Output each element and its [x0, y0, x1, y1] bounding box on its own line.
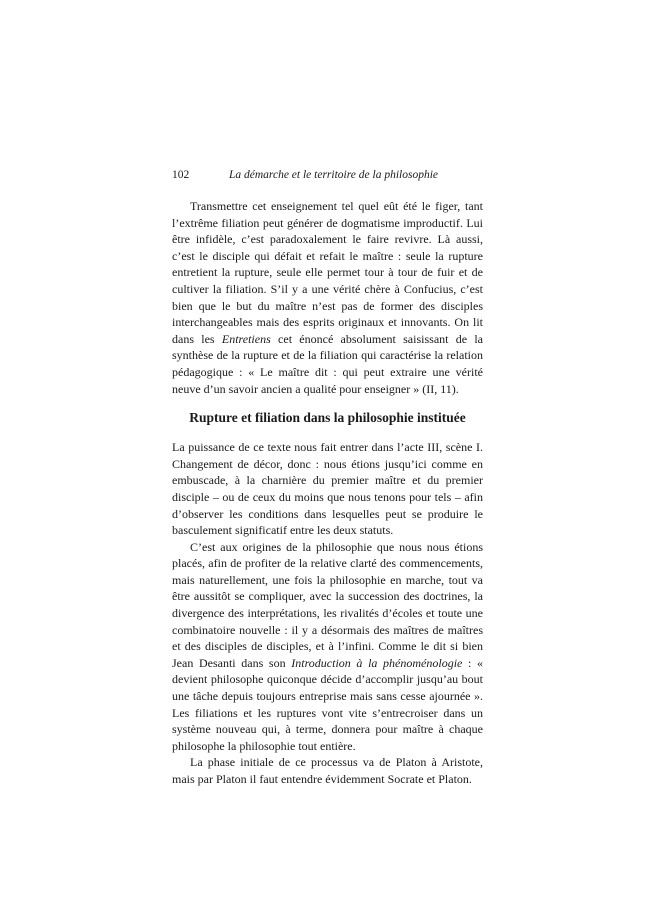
body-text [172, 198, 483, 788]
work-title-entretiens: Entretiens [221, 331, 271, 346]
paragraph-3 [172, 539, 483, 755]
paragraph-3-text-a: C’est aux origines de la philosophie que nous nous étions placés, afin de profiter de la relative clarté des commencements, mais naturellement, une fois la philosophie en marche, tout va être aussitôt se compliquer, avec la succession des doctrines, la divergence des interprétations, les rivalités d’écoles et toute une combinatoire nouvelle : il y a désormais des maîtres de maîtres et des disciples de disciples, et à l’infini. Comme le dit si bien Jean Desanti dans son [172, 539, 483, 670]
page-number: 102 [172, 169, 190, 181]
paragraph-1 [172, 198, 483, 397]
section-heading: Rupture et filiation dans la philosophie instituée [189, 410, 466, 426]
paragraph-3-text-b: : « devient philosophe quiconque décide d’accomplir jusqu’au bout une tâche depuis toujours entreprise mais sans cesse ajournée ». Les filiations et les ruptures vont vite s’entrecroiser dans un système nouveau qui, à terme, donnera pour maître à chaque philosophe la philosophie tout entière. [172, 655, 483, 753]
work-title-introduction: Introduction à la phénoménologie [291, 655, 463, 670]
running-title: La démarche et le territoire de la philosophie [229, 169, 438, 181]
paragraph-4: La phase initiale de ce processus va de Platon à Aristote, mais par Platon il faut entendre évidemment Socrate et Platon. [172, 755, 483, 786]
paragraph-2: La puissance de ce texte nous fait entrer dans l’acte III, scène I. Changement de décor, donc : nous étions jusqu’ici comme en embuscade, à la charnière du premier maître et du premier disciple – ou de ceux du moins que nous tenons pour tels – afin d’observer les conditions dans lesquelles peut se produire le basculement significatif entre les deux statuts. [172, 440, 483, 538]
paragraph-1-text-a: Transmettre cet enseignement tel quel eût été le figer, tant l’extrême filiation peut générer de dogmatisme improductif. Lui être infidèle, c’est paradoxalement le faire revivre. Là aussi, c’est le disciple qui défait et refait le maître : seule la rupture entretient la rupture, seule elle permet tour à tour de fuir et de cultiver la filiation. S’il y a une vérité chère à Confucius, c’est bien que le but du maître n’est pas de former des disciples interchangeables mais des esprits originaux et innovants. On lit dans les [172, 199, 483, 346]
paragraph-1-text-b: cet énoncé absolument saisissant de la synthèse de la rupture et de la filiation qui caractérise la relation pédagogique : « Le maître dit : qui peut extraire une vérité neuve d’un savoir ancien a qualité pour enseigner » (II, 11). [172, 331, 484, 396]
